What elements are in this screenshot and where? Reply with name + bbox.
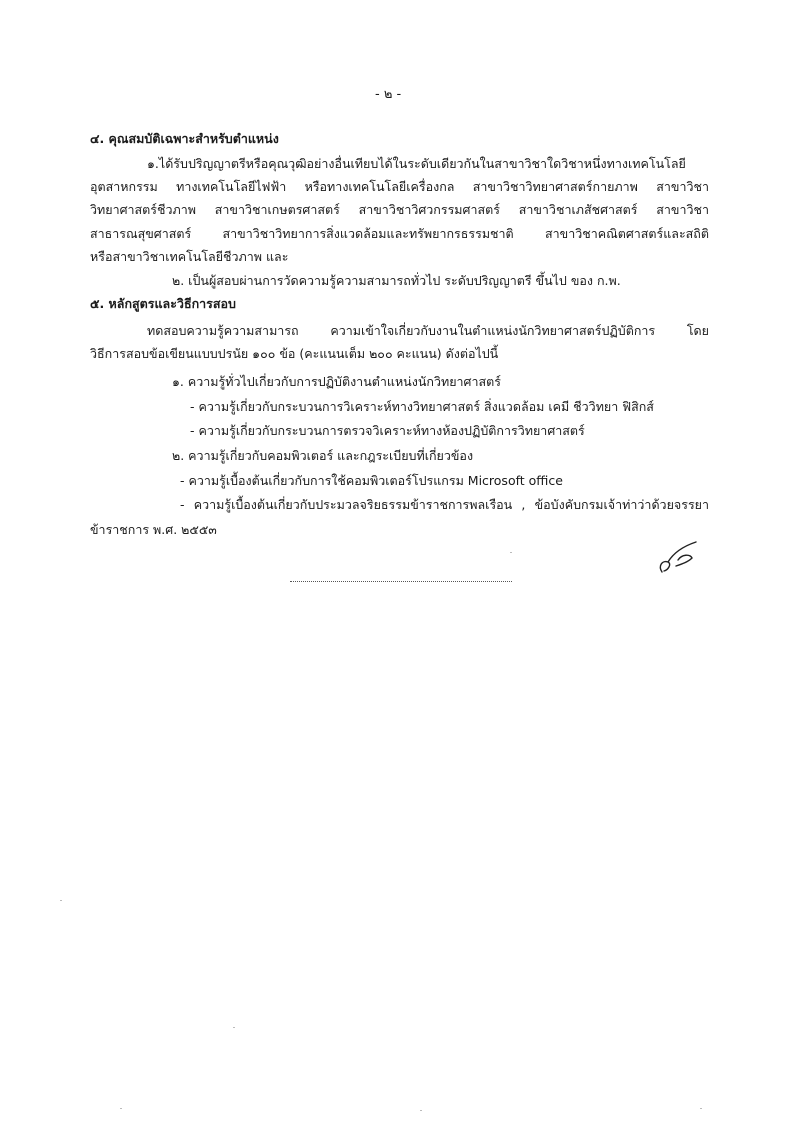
section4-heading: ๔. คุณสมบัติเฉพาะสำหรับตำแหน่ง [90, 131, 279, 146]
scan-speck [700, 1108, 702, 1109]
topic2-bullet1: - ความรู้เบื้องต้นเกี่ยวกับการใช้คอมพิวเตอร์โปรแกรม Microsoft office [180, 473, 563, 488]
page-number: - ๒ - [375, 87, 402, 102]
section4-item1-line5: หรือสาขาวิชาเทคโนโลยีชีวภาพ และ [90, 249, 289, 264]
scan-speck [510, 552, 512, 553]
scan-speck [60, 900, 62, 901]
section4-item1-line1: ๑.ได้รับปริญญาตรีหรือคุณวุฒิอย่างอื่นเทียบได้ในระดับเดียวกันในสาขาวิชาใดวิชาหนึ่งทางเทคโนโลยี [147, 156, 686, 171]
section4-item2: ๒. เป็นผู้สอบผ่านการวัดความรู้ความสามารถทั่วไป ระดับปริญญาตรี ขึ้นไป ของ ก.พ. [172, 273, 621, 288]
topic1-bullet1: - ความรู้เกี่ยวกับกระบวนการวิเคราะห์ทางวิทยาศาสตร์ สิ่งแวดล้อม เคมี ชีววิทยา ฟิสิกส์ [190, 399, 654, 414]
scan-speck [233, 1027, 235, 1028]
topic2-bullet2: - ความรู้เบื้องต้นเกี่ยวกับประมวลจริยธรรมข้าราชการพลเรือน , ข้อบังคับกรมเจ้าท่าว่าด้วยจรรยา [180, 497, 709, 512]
section5-intro-line2: วิธีการสอบข้อเขียนแบบปรนัย ๑๐๐ ข้อ (คะแนนเต็ม ๒๐๐ คะแนน) ดังต่อไปนี้ [90, 346, 499, 361]
section4-item1-line3: วิทยาศาสตร์ชีวภาพ สาขาวิชาเกษตรศาสตร์ สาขาวิชาวิศวกรรมศาสตร์ สาขาวิชาเภสัชศาสตร์ สาขาวิชา [90, 202, 709, 217]
topic1-title: ๑. ความรู้ทั่วไปเกี่ยวกับการปฏิบัติงานตำแหน่งนักวิทยาศาสตร์ [172, 374, 501, 389]
signature-mark [656, 538, 702, 576]
topic1-bullet2: - ความรู้เกี่ยวกับกระบวนการตรวจวิเคราะห์ทางห้องปฏิบัติการวิทยาศาสตร์ [190, 423, 585, 438]
topic2-title: ๒. ความรู้เกี่ยวกับคอมพิวเตอร์ และกฎระเบียบที่เกี่ยวข้อง [172, 448, 474, 463]
scan-speck [120, 1108, 122, 1109]
scan-speck [420, 1110, 422, 1111]
topic2-continuation: ข้าราชการ พ.ศ. ๒๕๕๓ [90, 522, 217, 537]
section4-item1-line4: สาธารณสุขศาสตร์ สาขาวิชาวิทยาการสิ่งแวดล้อมและทรัพยากรธรรมชาติ สาขาวิชาคณิตศาสตร์และสถิติ [90, 226, 709, 241]
section5-intro-line1: ทดสอบความรู้ความสามารถ ความเข้าใจเกี่ยวกับงานในตำแหน่งนักวิทยาศาสตร์ปฏิบัติการ โดย [147, 323, 709, 338]
dotted-separator [290, 581, 512, 582]
section5-heading: ๕. หลักสูตรและวิธีการสอบ [90, 296, 236, 311]
section4-item1-line2: อุตสาหกรรม ทางเทคโนโลยีไฟฟ้า หรือทางเทคโนโลยีเครื่องกล สาขาวิชาวิทยาศาสตร์กายภาพ สาขาวิชา [90, 179, 709, 194]
